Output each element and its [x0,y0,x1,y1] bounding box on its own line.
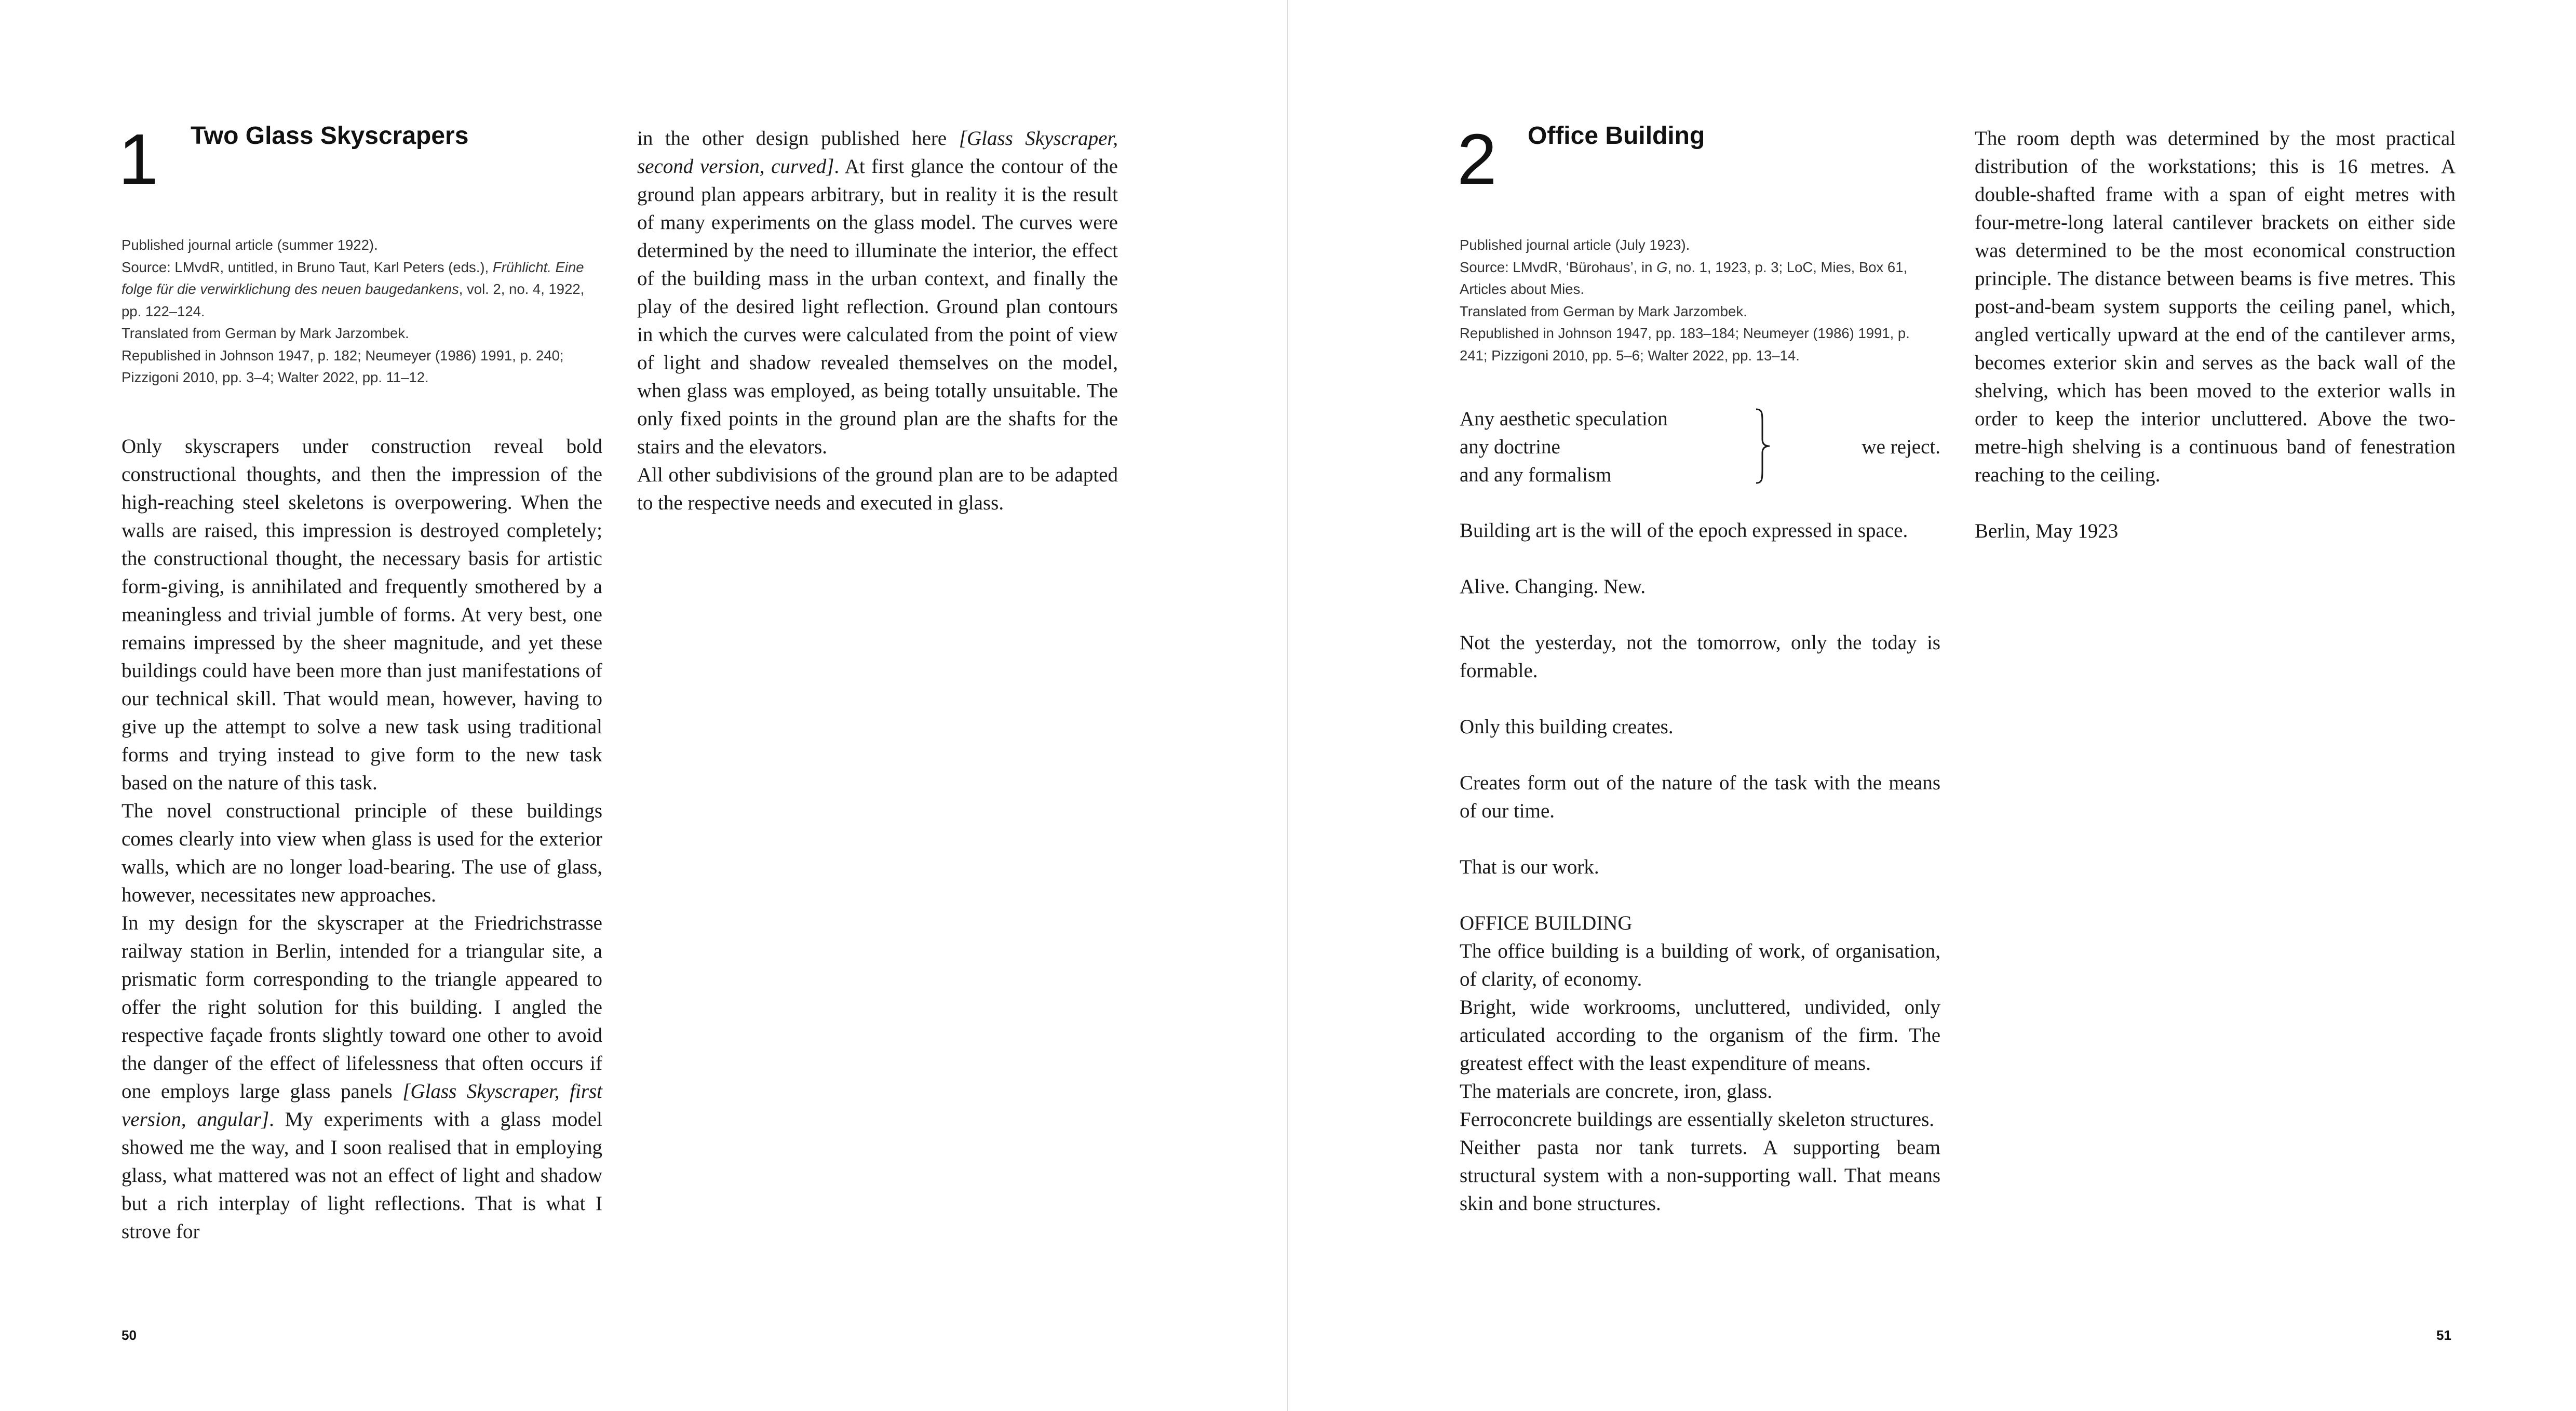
brace-line: Any aesthetic speculation [1460,408,1668,430]
paragraph: Ferroconcrete buildings are essentially skeleton structures. [1460,1108,1935,1131]
paragraph: Bright, wide workrooms, uncluttered, undivided, only articulated according to the organism of the firm. The greatest effect with the least expenditure of means. [1460,996,1940,1074]
chapter-number: 1 [118,119,158,199]
body-column-2 [1975,125,2456,545]
figure-reference: [Glass Skyscraper, first version, angular] [122,1080,603,1131]
meta-line [1460,257,1927,301]
source-note [1460,234,1927,367]
page-number: 51 [2436,1327,2451,1343]
meta-text: Source: LMvdR, ‘Bürohaus’, in [1460,259,1657,275]
paragraph: Not the yesterday, not the tomorrow, only the today is formable. [1460,631,1940,682]
paragraph [637,125,1118,461]
meta-line: Republished in Johnson 1947, pp. 183–184; Neumeyer (1986) 1991, p. 241; Pizzigoni 2010, pp. 5–6; Walter 2022, pp. 13–14. [1460,325,1910,364]
meta-italic: G [1656,259,1668,275]
paragraph-text: In my design for the skyscraper at the Friedrichstrasse railway station in Berlin, intended for a triangular site, a prismatic form corresponding to the triangle appeared to offer the right solution for this building. I angled the respective façade fronts slightly toward one other to avoid the danger of the effect of lifelessness that often occurs if one employs large glass panels [122,912,602,1103]
paragraph: Only this building creates. [1460,716,1674,738]
paragraph: That is our work. [1460,856,1599,878]
paragraph: Building art is the will of the epoch expressed in space. [1460,519,1908,542]
signoff: Berlin, May 1923 [1975,520,2119,542]
paragraph: The materials are concrete, iron, glass. [1460,1080,1773,1103]
paragraph: Creates form out of the nature of the task with the means of our time. [1460,772,1940,822]
paragraph-text: . My experiments with a glass model showed me the way, and I soon realised that in employing glass, what mattered was not an effect of light and shadow but a rich interplay of light reflections. That is what I strove for [122,1108,603,1243]
brace-line: any doctrine [1460,436,1560,458]
page-number: 50 [122,1327,137,1343]
meta-line: Republished in Johnson 1947, p. 182; Neumeyer (1986) 1991, p. 240; Pizzigoni 2010, pp. 3–4; Walter 2022, pp. 11–12. [122,347,564,385]
meta-italic: Frühlicht. Eine folge für die verwirklichung des neuen baugedankens [122,259,584,297]
meta-text: , vol. 2, no. 4, 1922, pp. 122–124. [122,281,585,319]
meta-line [122,257,589,323]
chapter-title: Two Glass Skyscrapers [191,122,469,150]
body-column-2 [637,125,1118,517]
paragraph-text: . At first glance the contour of the ground plan appears arbitrary, but in reality it is the result of many experiments on the glass model. The curves were determined by the need to illuminate the interior, the effect of the building mass in the urban context, and finally the play of the desired light reflection. Ground plan contours in which the curves were calculated from the point of view of light and shadow revealed themselves on the model, when glass was employed, as being totally unsuitable. The only fixed points in the ground plan are the shafts for the stairs and the elevators. [637,155,1118,458]
spread-gutter [1287,0,1288,1411]
curly-brace-icon [1753,407,1774,485]
paragraph: All other subdivisions of the ground plan are to be adapted to the respective needs and executed in glass. [637,464,1118,514]
source-note [122,234,589,389]
paragraph: The office building is a building of work, of organisation, of clarity, of economy. [1460,940,1940,990]
paragraph: Alive. Changing. New. [1460,575,1646,598]
brace-line: and any formalism [1460,464,1612,486]
paragraph: The room depth was determined by the most practical distribution of the workstations; this is 16 metres. A double-shafted frame with a span of eight metres with four-metre-long lateral cantilever brackets on either side was determined to be the most economical construction principle. The distance between beams is five metres. This post-and-beam system supports the ceiling panel, which, angled vertically upward at the end of the cantilever arms, becomes exterior skin and serves as the back wall of the shelving, which has been moved to the exterior walls in order to keep the interior uncluttered. Above the two-metre-high shelving is a continuous band of fenestration reaching to the ceiling. [1975,127,2456,486]
paragraph: Only skyscrapers under construction reveal bold constructional thoughts, and then the impression of the high-reaching steel skeletons is overpowering. When the walls are raised, this impression is destroyed completely; the constructional thought, the necessary basis for artistic form-giving, is annihilated and frequently smothered by a meaningless and trivial jumble of forms. At very best, one remains impressed by the sheer magnitude, and yet these buildings could have been more than just manifestations of our technical skill. That would mean, however, having to give up the attempt to solve a new task using traditional forms and trying instead to give form to the new task based on the nature of this task. [122,435,602,794]
meta-line: Translated from German by Mark Jarzombek. [1460,303,1747,319]
body-column-1 [1460,517,1940,1218]
manifesto-brace-block [1460,405,1940,489]
meta-text: , no. 1, 1923, p. 3; LoC, Mies, Box 61, Articles about Mies. [1460,259,1908,297]
meta-text: Source: LMvdR, untitled, in Bruno Taut, Karl Peters (eds.), [122,259,493,275]
meta-line: Published journal article (July 1923). [1460,237,1690,253]
chapter-title: Office Building [1528,122,1705,150]
paragraph-text: in the other design published here [637,127,959,150]
paragraph: The novel constructional principle of these buildings comes clearly into view when glass is used for the exterior walls, which are no longer load-bearing. The use of glass, however, necessitates new approaches. [122,800,602,906]
body-column-1 [122,433,602,1246]
paragraph: Neither pasta nor tank turrets. A supporting beam structural system with a non-supporting wall. That means skin and bone structures. [1460,1136,1940,1215]
paragraph [122,909,602,1246]
brace-result: we reject. [1862,436,1940,458]
meta-line: Published journal article (summer 1922). [122,237,378,253]
section-heading: OFFICE BUILDING [1460,912,1633,934]
meta-line: Translated from German by Mark Jarzombek. [122,325,409,341]
figure-reference: [Glass Skyscraper, second version, curved] [637,127,1118,178]
chapter-number: 2 [1457,119,1497,199]
